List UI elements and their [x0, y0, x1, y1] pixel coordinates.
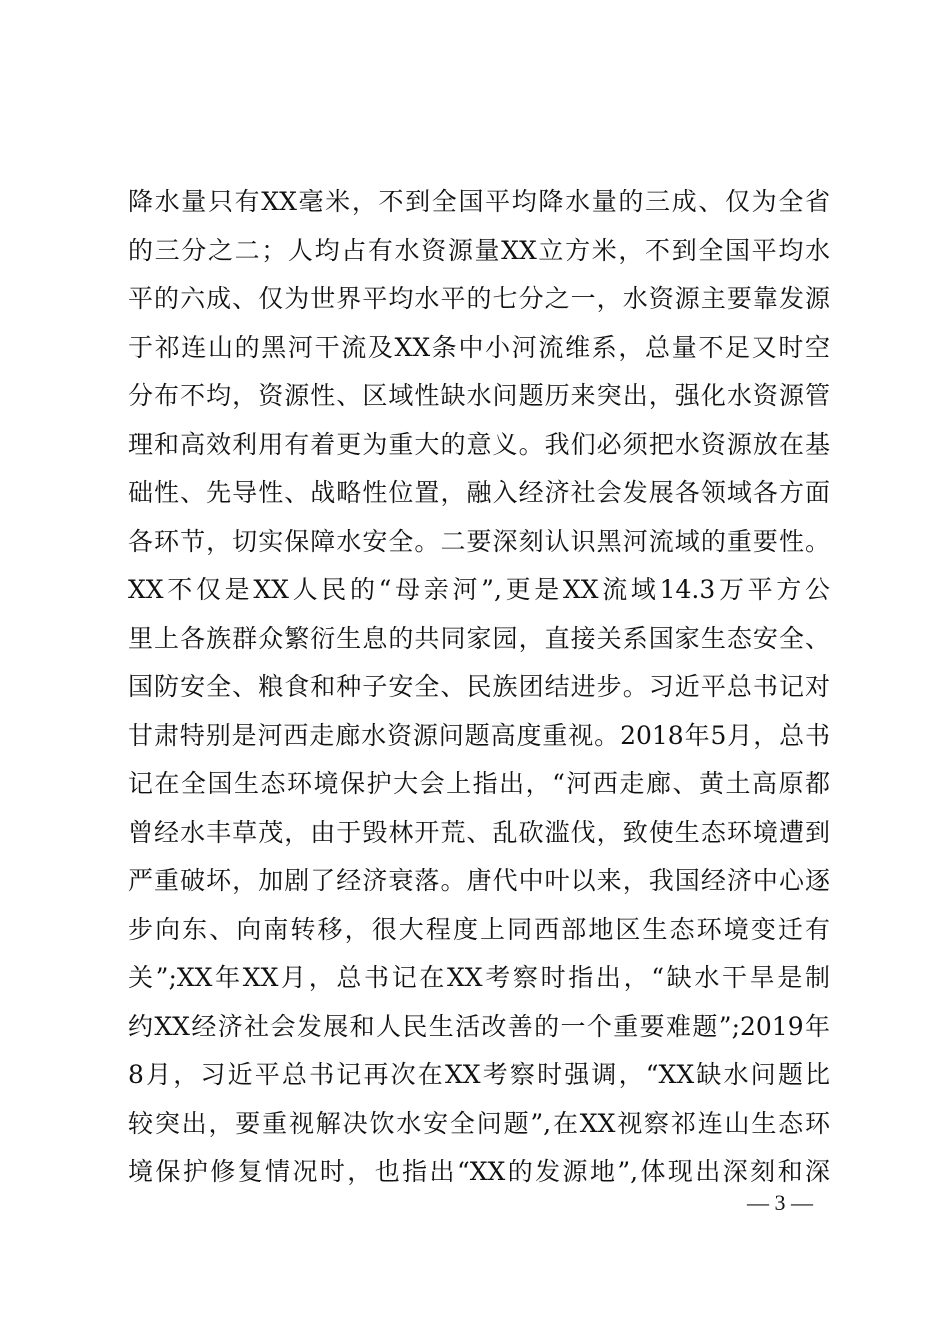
- text-line-11: 国防安全、粮食和种子安全、民族团结进步。习近平总书记对: [128, 672, 830, 701]
- text-line-10: 里上各族群众繁衍生息的共同家园，直接关系国家生态安全、: [128, 623, 830, 653]
- text-line-19: 8月，习近平总书记再次在XX考察时强调，“XX缺水问题比: [128, 1060, 830, 1089]
- text-line-16: 步向东、向南转移，很大程度上同西部地区生态环境变迁有: [128, 914, 830, 944]
- text-line-20: 较突出，要重视解决饮水安全问题”,在XX视察祁连山生态环: [128, 1108, 830, 1138]
- text-line-3: 平的六成、仅为世界平均水平的七分之一，水资源主要靠发源: [128, 284, 830, 313]
- page-number: — 3 —: [747, 1190, 813, 1215]
- text-line-6: 理和高效利用有着更为重大的意义。我们必须把水资源放在基: [128, 429, 830, 459]
- text-line-15: 严重破坏，加剧了经济衰落。唐代中叶以来，我国经济中心逐: [128, 866, 830, 895]
- text-line-21: 境保护修复情况时，也指出“XX的发源地”,体现出深刻和深: [128, 1157, 830, 1186]
- text-line-12: 甘肃特别是河西走廊水资源问题高度重视。2018年5月，总书: [128, 720, 830, 750]
- text-line-8: 各环节，切实保障水安全。二要深刻认识黑河流域的重要性。: [128, 526, 830, 556]
- text-line-4: 于祁连山的黑河干流及XX条中小河流维系，总量不足又时空: [128, 332, 830, 362]
- text-line-9: XX不仅是XX人民的“母亲河”,更是XX流域14.3万平方公: [128, 575, 830, 604]
- text-line-7: 础性、先导性、战略性位置，融入经济社会发展各领域各方面: [128, 478, 830, 507]
- text-line-18: 约XX经济社会发展和人民生活改善的一个重要难题”;2019年: [128, 1011, 830, 1041]
- body-text: [128, 178, 830, 1197]
- text-line-1: 降水量只有XX毫米，不到全国平均降水量的三成、仅为全省: [128, 187, 830, 216]
- text-line-17: 关”;XX年XX月，总书记在XX考察时指出，“缺水干旱是制: [128, 963, 830, 992]
- text-line-2: 的三分之二；人均占有水资源量XX立方米，不到全国平均水: [128, 235, 830, 265]
- text-line-13: 记在全国生态环境保护大会上指出，“河西走廊、黄土高原都: [128, 769, 830, 798]
- text-line-14: 曾经水丰草茂，由于毁林开荒、乱砍滥伐，致使生态环境遭到: [128, 817, 830, 847]
- text-line-5: 分布不均，资源性、区域性缺水问题历来突出，强化水资源管: [128, 381, 830, 410]
